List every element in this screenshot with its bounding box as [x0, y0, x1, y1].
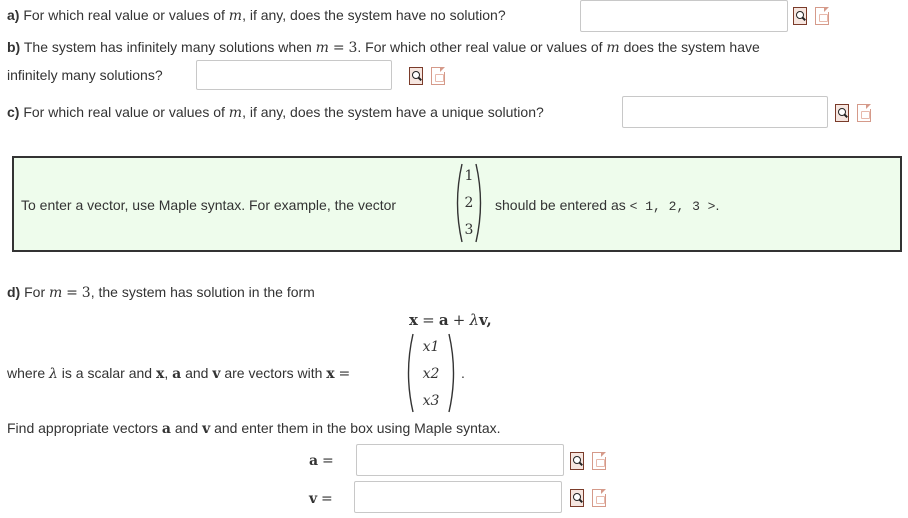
preview-icon[interactable]	[570, 452, 584, 470]
vector-entry: 1	[464, 168, 474, 184]
var-m: m	[49, 285, 63, 301]
maple-code-example: < 1, 2, 3 >	[629, 199, 716, 214]
preview-icon[interactable]	[835, 104, 849, 122]
find-text	[7, 419, 501, 438]
part-b-text-3: does the system have	[623, 39, 760, 55]
preview-icon[interactable]	[409, 67, 423, 85]
find-and: and	[174, 420, 199, 436]
v-symbol: v	[309, 491, 318, 507]
part-d-text-2: , the system has solution in the form	[90, 284, 315, 300]
where-text-2: is a scalar and	[61, 365, 153, 381]
equals-sign: =	[66, 285, 78, 301]
part-b-label: b)	[7, 39, 21, 55]
part-c-text: For which real value or values of	[23, 104, 225, 120]
lambda-symbol: λ	[49, 366, 58, 382]
part-b-question	[7, 38, 760, 57]
part-b-text: The system has infinitely many solutions when	[23, 39, 312, 55]
note-text-2-label: should be entered as	[495, 197, 626, 213]
number-3: 3	[348, 40, 358, 56]
v-label	[309, 489, 333, 508]
where-text-4: are vectors with	[224, 365, 323, 381]
part-a-answer-input[interactable]	[580, 0, 788, 32]
vector-v-symbol: v	[202, 421, 211, 437]
help-icon[interactable]	[857, 104, 871, 122]
vector-x-symbol: x	[155, 366, 165, 382]
where-and: and	[185, 365, 209, 381]
maple-syntax-note	[12, 156, 902, 252]
help-icon[interactable]	[431, 67, 445, 85]
where-text	[7, 364, 350, 383]
note-text: To enter a vector, use Maple syntax. For example, the vector	[21, 197, 397, 213]
part-b-text-2: . For which other real value or values of	[357, 39, 603, 55]
find-text-3: and enter them in the box using Maple syntax.	[214, 420, 501, 436]
where-comma: ,	[164, 365, 169, 381]
var-m: m	[315, 40, 329, 56]
vector-a-input[interactable]	[356, 444, 564, 476]
vector-entry: x2	[422, 366, 440, 382]
preview-icon[interactable]	[793, 7, 807, 25]
eq-v: v,	[479, 311, 492, 329]
x-vector	[403, 332, 459, 414]
vector-a-symbol: a	[161, 421, 171, 437]
part-a-label: a)	[7, 7, 20, 23]
part-d-text: For	[24, 284, 46, 300]
eq-equals: =	[422, 311, 435, 329]
vector-v-symbol: v	[212, 366, 221, 382]
where-equals: =	[338, 366, 351, 382]
part-c-text-2: , if any, does the system have a unique solution?	[242, 104, 544, 120]
preview-icon[interactable]	[570, 489, 584, 507]
part-c-question	[7, 103, 544, 122]
eq-x: x	[409, 311, 418, 329]
v-equals: =	[321, 491, 333, 507]
part-a-question	[7, 6, 506, 25]
part-a-text: For which real value or values of	[23, 7, 225, 23]
vector-x-symbol: x	[326, 366, 335, 382]
where-word: where	[7, 365, 46, 381]
part-b-question-line2: infinitely many solutions?	[7, 67, 163, 83]
vector-entry: 2	[464, 195, 474, 211]
a-label	[309, 451, 334, 470]
var-m: m	[606, 40, 620, 56]
example-vector	[452, 162, 486, 244]
where-period: .	[461, 365, 465, 381]
note-text-2	[495, 196, 719, 216]
solution-equation	[409, 311, 492, 330]
help-icon[interactable]	[592, 452, 606, 470]
part-c-answer-input[interactable]	[622, 96, 828, 128]
vector-v-input[interactable]	[354, 481, 562, 513]
part-d-label: d)	[7, 284, 21, 300]
var-m: m	[228, 105, 243, 121]
part-b-answer-input[interactable]	[196, 60, 392, 90]
a-symbol: a	[309, 453, 319, 469]
vector-a-symbol: a	[172, 366, 182, 382]
part-d-question	[7, 283, 315, 302]
var-m: m	[228, 8, 243, 24]
equals-sign: =	[332, 40, 345, 56]
number-3: 3	[81, 285, 91, 301]
eq-plus: +	[452, 311, 466, 329]
help-icon[interactable]	[592, 489, 606, 507]
note-period: .	[715, 197, 720, 213]
part-c-label: c)	[7, 104, 20, 120]
vector-entry: 3	[464, 222, 474, 238]
a-equals: =	[321, 453, 334, 469]
eq-lambda: λ	[469, 311, 480, 329]
help-icon[interactable]	[815, 7, 829, 25]
find-text-1: Find appropriate vectors	[7, 420, 158, 436]
vector-entry: x3	[422, 393, 440, 409]
vector-entry: x1	[422, 339, 440, 355]
part-a-text-2: , if any, does the system have no solution?	[242, 7, 506, 23]
eq-a: a	[438, 311, 449, 329]
